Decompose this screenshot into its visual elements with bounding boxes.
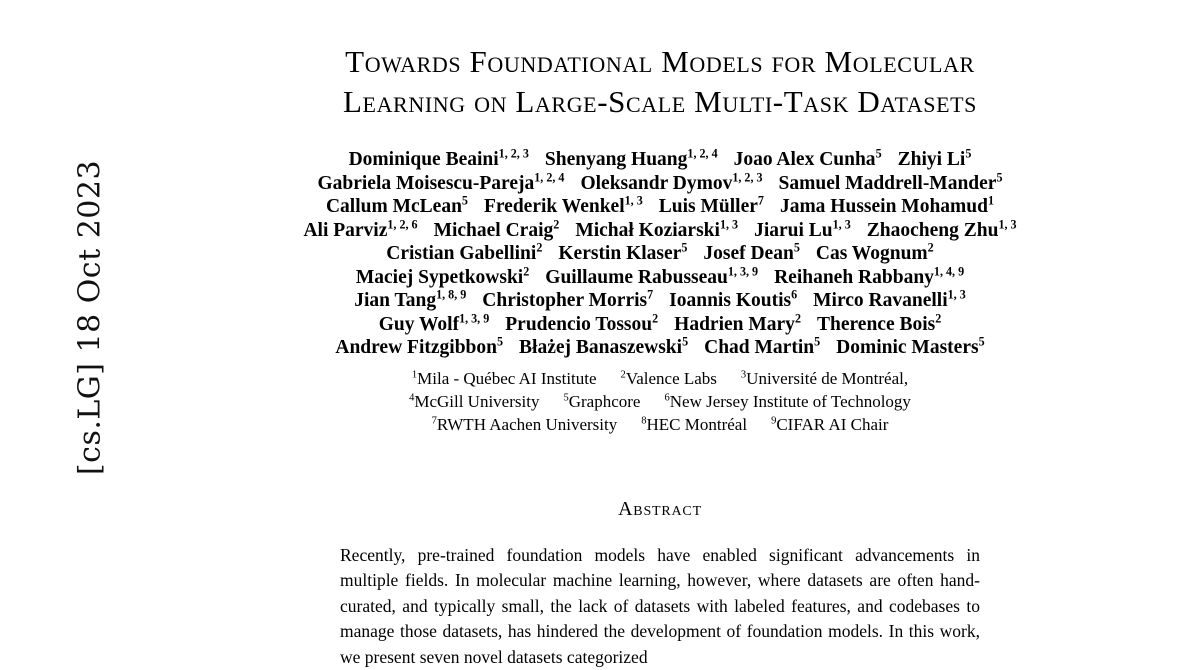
author-row (220, 336, 1100, 360)
arxiv-stamp-text: [cs.LG] 18 Oct 2023 (73, 58, 108, 578)
page-title (210, 42, 1110, 122)
author-name: Zhiyi Li (898, 149, 966, 170)
author-name: Ioannis Koutis (669, 290, 791, 311)
author-name: Jama Hussein Mohamud (780, 196, 988, 217)
author-affiliation-marker: 6 (791, 288, 797, 302)
author-name: Therence Bois (817, 314, 935, 335)
author-affiliation-marker: 2 (795, 311, 801, 325)
author-name: Cristian Gabellini (386, 243, 536, 264)
author-name: Luis Müller (659, 196, 758, 217)
author-name: Cas Wognum (816, 243, 928, 264)
author-name: Oleksandr Dymov (580, 173, 732, 194)
affiliation-marker: 9 (771, 415, 776, 426)
affiliation-row (220, 367, 1100, 390)
author-row (220, 242, 1100, 266)
affiliation-marker: 4 (409, 392, 414, 403)
author-affiliation-marker: 5 (979, 335, 985, 349)
affiliation-name: RWTH Aachen University (437, 415, 617, 434)
author-name: Maciej Sypetkowski (356, 267, 523, 288)
author-name: Christopher Morris (482, 290, 647, 311)
author-affiliation-marker: 7 (758, 194, 764, 208)
author-name: Samuel Maddrell-Mander (779, 173, 997, 194)
author-affiliation-marker: 2 (523, 264, 529, 278)
author-affiliation-marker: 5 (794, 241, 800, 255)
author-name: Michał Koziarski (575, 220, 720, 241)
author-row (220, 313, 1100, 337)
affiliation-list (220, 367, 1100, 436)
affiliation-name: Mila - Québec AI Institute (417, 369, 596, 388)
author-affiliation-marker: 7 (647, 288, 653, 302)
author-name: Guillaume Rabusseau (545, 267, 728, 288)
affiliation-name: Valence Labs (626, 369, 717, 388)
arxiv-stamp (0, 0, 120, 648)
author-affiliation-marker: 1, 2, 4 (687, 147, 717, 161)
page-title-line-2: Learning on Large-Scale Multi-Task Datasets (210, 82, 1110, 122)
affiliation-name: CIFAR AI Chair (776, 415, 888, 434)
author-affiliation-marker: 2 (536, 241, 542, 255)
author-name: Kerstin Klaser (558, 243, 681, 264)
author-affiliation-marker: 1, 2, 4 (534, 170, 564, 184)
author-affiliation-marker: 2 (652, 311, 658, 325)
affiliation-name: New Jersey Institute of Technology (670, 392, 911, 411)
author-name: Zhaocheng Zhu (867, 220, 999, 241)
affiliation-marker: 2 (621, 369, 626, 380)
author-affiliation-marker: 5 (996, 170, 1002, 184)
affiliation-name: HEC Montréal (646, 415, 747, 434)
author-name: Guy Wolf (379, 314, 459, 335)
author-name: Mirco Ravanelli (813, 290, 948, 311)
author-affiliation-marker: 1, 4, 9 (934, 264, 964, 278)
author-affiliation-marker: 5 (497, 335, 503, 349)
author-name: Hadrien Mary (674, 314, 795, 335)
affiliation-name: McGill University (414, 392, 539, 411)
affiliation-row (220, 413, 1100, 436)
author-name: Błażej Banaszewski (519, 337, 682, 358)
affiliation-row (220, 390, 1100, 413)
author-affiliation-marker: 1, 3, 9 (459, 311, 489, 325)
author-name: Ali Parviz (303, 220, 387, 241)
author-affiliation-marker: 5 (462, 194, 468, 208)
affiliation-marker: 1 (412, 369, 417, 380)
author-affiliation-marker: 1, 2, 3 (732, 170, 762, 184)
author-name: Joao Alex Cunha (734, 149, 876, 170)
author-affiliation-marker: 1, 8, 9 (436, 288, 466, 302)
page-title-line-1: Towards Foundational Models for Molecular (210, 42, 1110, 82)
author-affiliation-marker: 1, 3 (833, 217, 851, 231)
author-name: Jian Tang (354, 290, 436, 311)
author-name: Shenyang Huang (545, 149, 688, 170)
author-affiliation-marker: 2 (553, 217, 559, 231)
author-affiliation-marker: 1, 2, 6 (387, 217, 417, 231)
affiliation-marker: 6 (664, 392, 669, 403)
author-row (220, 195, 1100, 219)
affiliation-marker: 3 (741, 369, 746, 380)
author-row (220, 172, 1100, 196)
author-affiliation-marker: 2 (928, 241, 934, 255)
author-affiliation-marker: 1, 2, 3 (499, 147, 529, 161)
author-row (220, 289, 1100, 313)
author-row (220, 219, 1100, 243)
author-name: Josef Dean (703, 243, 793, 264)
author-affiliation-marker: 1, 3 (625, 194, 643, 208)
author-affiliation-marker: 1, 3 (948, 288, 966, 302)
affiliation-marker: 7 (432, 415, 437, 426)
author-affiliation-marker: 1, 3 (998, 217, 1016, 231)
author-name: Jiarui Lu (754, 220, 833, 241)
abstract-heading: Abstract (120, 498, 1200, 521)
author-affiliation-marker: 5 (965, 147, 971, 161)
author-name: Callum McLean (326, 196, 462, 217)
paper-page (120, 0, 1200, 648)
author-affiliation-marker: 2 (935, 311, 941, 325)
author-affiliation-marker: 1 (988, 194, 994, 208)
author-name: Michael Craig (434, 220, 554, 241)
author-name: Reihaneh Rabbany (774, 267, 934, 288)
author-row (220, 148, 1100, 172)
author-name: Gabriela Moisescu-Pareja (317, 173, 534, 194)
author-affiliation-marker: 1, 3 (720, 217, 738, 231)
author-name: Dominic Masters (836, 337, 978, 358)
affiliation-name: Université de Montréal, (746, 369, 908, 388)
affiliation-marker: 8 (641, 415, 646, 426)
author-affiliation-marker: 1, 3, 9 (728, 264, 758, 278)
affiliation-marker: 5 (563, 392, 568, 403)
author-affiliation-marker: 5 (681, 241, 687, 255)
author-name: Chad Martin (704, 337, 814, 358)
author-name: Dominique Beaini (349, 149, 499, 170)
author-list (220, 148, 1100, 360)
affiliation-name: Graphcore (569, 392, 641, 411)
author-name: Frederik Wenkel (484, 196, 625, 217)
author-affiliation-marker: 5 (682, 335, 688, 349)
author-name: Andrew Fitzgibbon (335, 337, 497, 358)
author-affiliation-marker: 5 (814, 335, 820, 349)
author-row (220, 266, 1100, 290)
abstract-text: Recently, pre-trained foundation models have enabled significant advancements in multiple fields. In molecular machine learning, however, where datasets are often hand-curated, and typically small, the lack of datasets with labeled features, and codebases to manage those datasets, has hindered the development of foundation models. In this work, we present seven novel datasets categorized (340, 543, 980, 670)
author-name: Prudencio Tossou (505, 314, 652, 335)
author-affiliation-marker: 5 (876, 147, 882, 161)
